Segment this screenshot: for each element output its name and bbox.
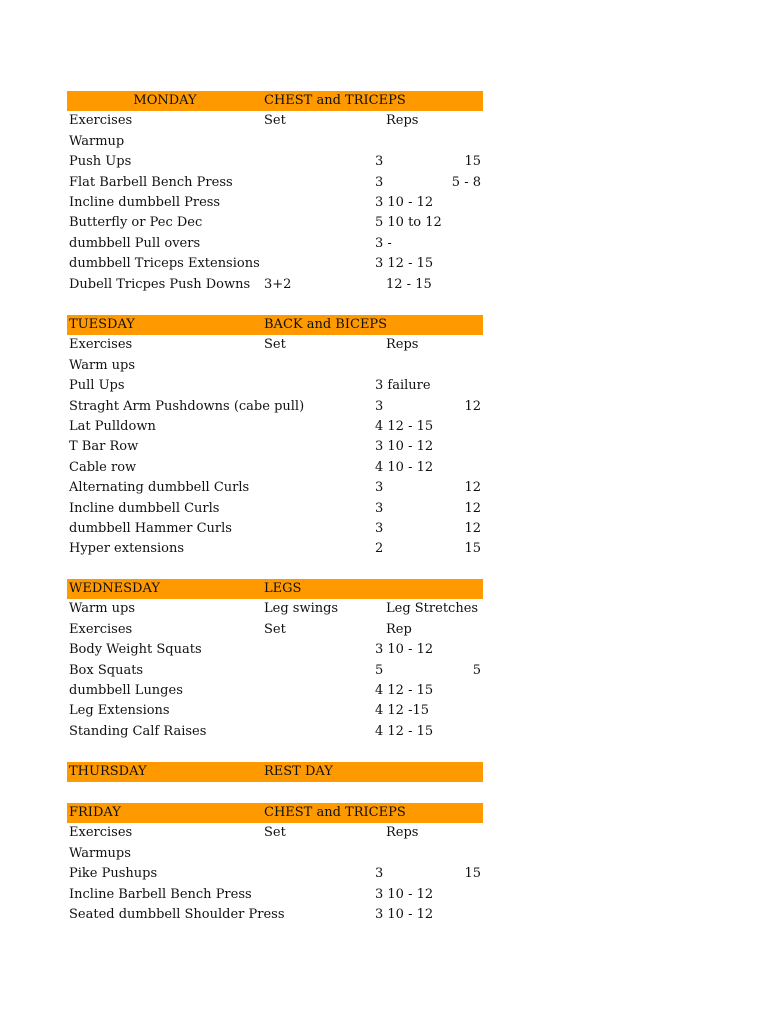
sets-reps-value: 3 failure	[375, 378, 431, 394]
exercise-name: Exercises	[69, 113, 133, 129]
exercise-name: Flat Barbell Bench Press	[69, 174, 233, 190]
day-label: THURSDAY	[69, 764, 147, 779]
reps-value: Reps	[386, 337, 419, 353]
exercise-name: Box Squats	[69, 662, 144, 678]
sets-reps-value: 4 12 - 15	[375, 723, 434, 739]
focus-label: REST DAY	[264, 764, 333, 779]
sets-reps-value: 5 10 to 12	[375, 215, 442, 231]
reps-count: 5	[472, 662, 481, 678]
day-label: WEDNESDAY	[69, 581, 160, 596]
exercise-name: Lat Pulldown	[69, 419, 156, 434]
set-value: 3+2	[264, 276, 292, 292]
sets-reps-value: 3	[375, 866, 384, 882]
exercise-name: Warm ups	[69, 601, 136, 617]
reps-count: 12	[464, 521, 481, 536]
exercise-name: Seated dumbbell Shoulder Press	[69, 907, 285, 922]
reps-count: 12	[464, 398, 481, 414]
sets-reps-value: 3	[375, 154, 384, 170]
exercise-name: Straght Arm Pushdowns (cabe pull)	[69, 398, 305, 414]
reps-value: Leg Stretches	[386, 601, 479, 617]
reps-count: 5 - 8	[451, 174, 481, 190]
sets-reps-value: 3	[375, 521, 384, 536]
sets-reps-value: 4 12 -15	[375, 703, 430, 719]
sets-reps-value: 3	[375, 398, 384, 414]
exercise-name: Exercises	[69, 825, 133, 841]
sets-reps-value: 4 10 - 12	[375, 459, 434, 475]
exercise-name: Warmup	[69, 133, 125, 149]
sets-reps-value: 3 10 - 12	[375, 195, 434, 210]
sets-reps-value: 4 12 - 15	[375, 419, 434, 434]
exercise-name: dumbbell Triceps Extensions	[69, 256, 260, 272]
sets-reps-value: 3	[375, 480, 384, 496]
set-value: Set	[264, 337, 286, 353]
exercise-name: Incline Barbell Bench Press	[69, 886, 252, 902]
reps-count: 15	[464, 866, 481, 882]
exercise-name: dumbbell Pull overs	[69, 235, 201, 251]
exercise-name: dumbbell Lunges	[69, 683, 183, 698]
focus-label: CHEST and TRICEPS	[264, 805, 406, 820]
exercise-name: Incline dumbbell Press	[69, 195, 221, 210]
set-value: Set	[264, 621, 286, 637]
exercise-name: Pull Ups	[69, 378, 125, 394]
sets-reps-value: 3 10 - 12	[375, 886, 434, 902]
focus-label: BACK and BICEPS	[264, 317, 388, 332]
sets-reps-value: 3 10 - 12	[375, 907, 434, 922]
reps-count: 12	[464, 500, 481, 516]
reps-value: 12 - 15	[386, 276, 432, 292]
sets-reps-value: 3 10 - 12	[375, 642, 434, 658]
day-label: TUESDAY	[69, 317, 135, 332]
exercise-name: Pike Pushups	[69, 866, 158, 882]
sets-reps-value: 4 12 - 15	[375, 683, 434, 698]
exercise-name: T Bar Row	[69, 439, 139, 455]
sets-reps-value: 3	[375, 500, 384, 516]
exercise-name: Body Weight Squats	[69, 642, 202, 658]
exercise-name: Exercises	[69, 337, 133, 353]
sets-reps-value: 2	[375, 541, 384, 557]
exercise-name: Leg Extensions	[69, 703, 170, 719]
exercise-name: Incline dumbbell Curls	[69, 500, 220, 516]
exercise-name: Alternating dumbbell Curls	[69, 480, 250, 496]
exercise-name: Warmups	[69, 845, 131, 861]
exercise-name: Standing Calf Raises	[69, 723, 207, 739]
reps-value: Rep	[386, 621, 412, 637]
exercise-name: Exercises	[69, 621, 133, 637]
set-value: Leg swings	[264, 601, 339, 617]
reps-value: Reps	[386, 825, 419, 841]
set-value: Set	[264, 825, 286, 841]
sets-reps-value: 3 -	[375, 235, 392, 251]
set-value: Set	[264, 113, 286, 129]
focus-label: CHEST and TRICEPS	[264, 93, 406, 108]
exercise-name: Push Ups	[69, 154, 132, 170]
sets-reps-value: 3 10 - 12	[375, 439, 434, 455]
reps-count: 12	[464, 480, 481, 496]
reps-count: 15	[464, 154, 481, 170]
exercise-name: dumbbell Hammer Curls	[69, 521, 232, 536]
reps-value: Reps	[386, 113, 419, 129]
exercise-name: Butterfly or Pec Dec	[69, 215, 203, 231]
reps-count: 15	[464, 541, 481, 557]
exercise-name: Dubell Tricpes Push Downs	[69, 276, 251, 292]
day-label: FRIDAY	[69, 805, 121, 820]
exercise-name: Warm ups	[69, 357, 136, 373]
sets-reps-value: 3 12 - 15	[375, 256, 434, 272]
exercise-name: Hyper extensions	[69, 541, 185, 557]
exercise-name: Cable row	[69, 459, 137, 475]
day-label: MONDAY	[133, 93, 197, 108]
sets-reps-value: 5	[375, 662, 384, 678]
sets-reps-value: 3	[375, 174, 384, 190]
focus-label: LEGS	[264, 581, 302, 596]
